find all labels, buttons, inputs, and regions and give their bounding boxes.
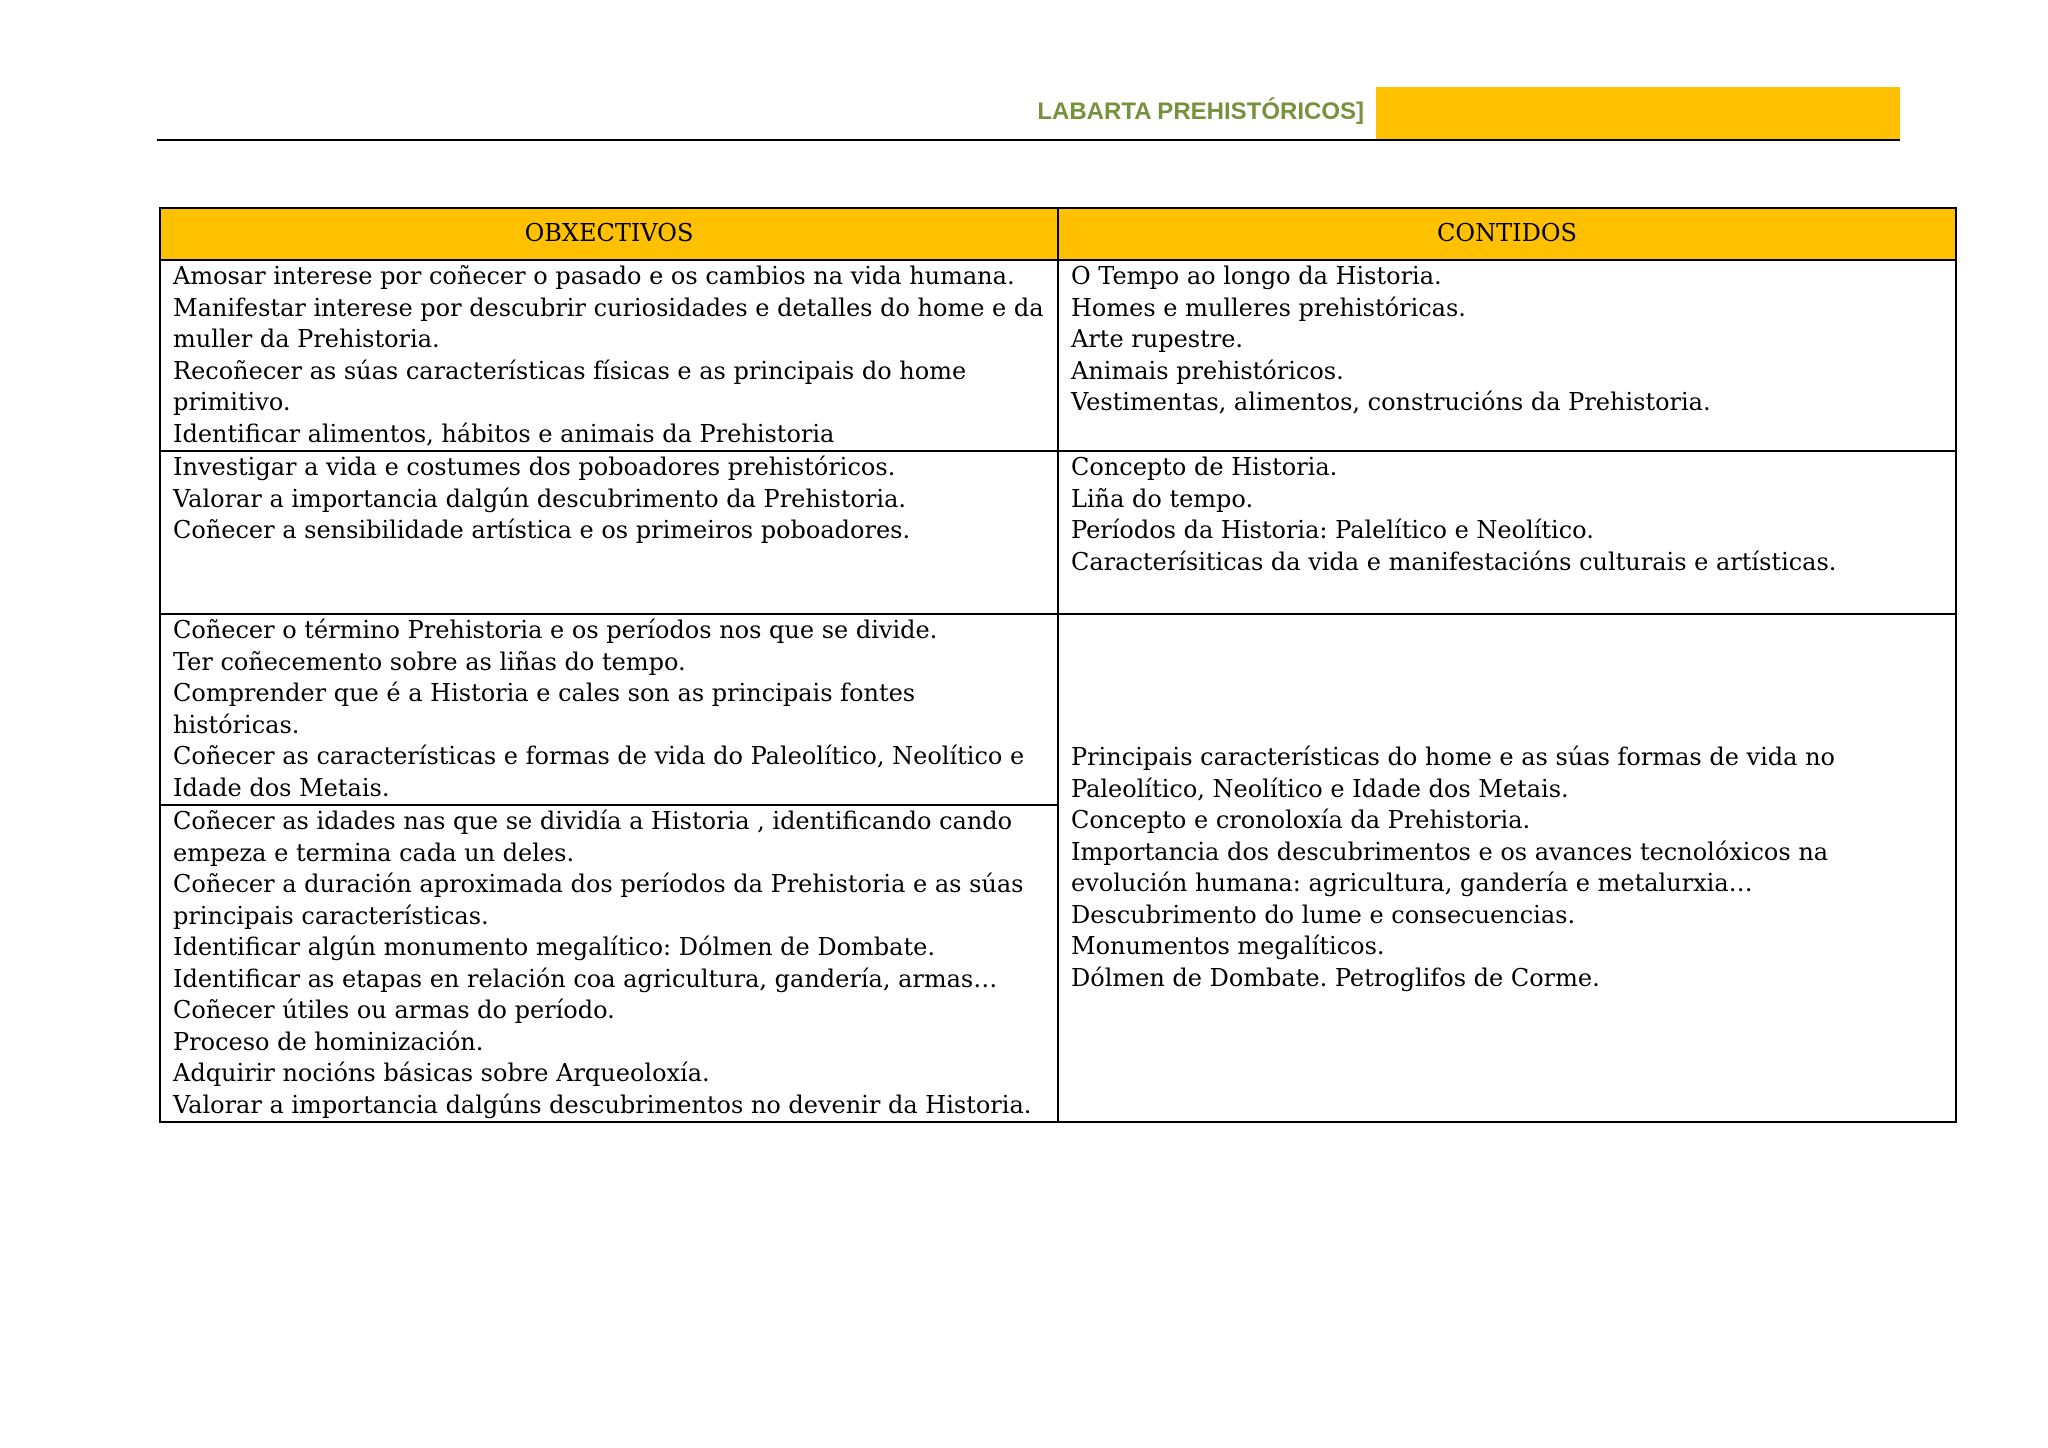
table-row [160, 451, 1956, 614]
contents-cell [1058, 451, 1956, 614]
objective-item: Coñecer o término Prehistoria e os períodos nos que se divide. [173, 616, 938, 644]
content-item: Liña do tempo. [1071, 484, 1254, 513]
contents-cell [1058, 260, 1956, 451]
objectives-cell [160, 805, 1058, 1122]
content-item: Arte rupestre. [1071, 325, 1244, 353]
objective-item: Identificar algún monumento megalítico: Dólmen de Dombate. [173, 933, 935, 961]
objective-item: Identificar as etapas en relación coa agricultura, gandería, armas… [173, 964, 998, 993]
content-item: Períodos da Historia: Palelítico e Neolítico. [1071, 516, 1594, 544]
objectives-cell [160, 614, 1058, 805]
objective-item: Valorar a importancia dalgúns descubrimentos no devenir da Historia. [173, 1090, 1032, 1119]
objective-item: Recoñecer as súas características físicas e as principais do home primitivo. [173, 356, 967, 416]
content-item: Principais características do home e as súas formas de vida no Paleolítico, Neolítico e Idade dos Metais. [1071, 743, 1835, 803]
table-header-row [160, 208, 1956, 260]
content-item: Homes e mulleres prehistóricas. [1071, 293, 1466, 322]
header-accent-bar [1376, 87, 1900, 139]
content-item: O Tempo ao longo da Historia. [1071, 262, 1442, 290]
column-header-objectives: OBXECTIVOS [160, 208, 1058, 260]
content-item: Caracterísiticas da vida e manifestacións culturais e artísticas. [1071, 547, 1837, 576]
objective-item: Coñecer a duración aproximada dos períodos da Prehistoria e as súas principais características. [173, 870, 1024, 930]
objectives-cell [160, 260, 1058, 451]
objective-item: Coñecer a sensibilidade artística e os primeiros poboadores. [173, 516, 911, 544]
content-item: Descubrimento do lume e consecuencias. [1071, 900, 1576, 929]
content-item: Concepto e cronoloxía da Prehistoria. [1071, 806, 1531, 834]
content-item: Animais prehistóricos. [1071, 356, 1344, 385]
contents-cell [1058, 614, 1956, 1122]
content-item: Concepto de Historia. [1071, 453, 1338, 481]
header-divider [157, 139, 1900, 141]
table-row [160, 614, 1956, 805]
table-row [160, 260, 1956, 451]
objective-item: Valorar a importancia dalgún descubrimento da Prehistoria. [173, 484, 907, 513]
objective-item: Comprender que é a Historia e cales son as principais fontes históricas. [173, 679, 916, 739]
content-item: Vestimentas, alimentos, construcións da Prehistoria. [1071, 388, 1711, 416]
objective-item: Coñecer as idades nas que se dividía a Historia , identificando cando empeza e termina cada un deles. [173, 807, 1013, 867]
column-header-contents: CONTIDOS [1058, 208, 1956, 260]
objective-item: Coñecer as características e formas de vida do Paleolítico, Neolítico e Idade dos Metais. [173, 742, 1025, 802]
objective-item: Investigar a vida e costumes dos poboadores prehistóricos. [173, 453, 896, 481]
objective-item: Proceso de hominización. [173, 1027, 484, 1056]
curriculum-table [159, 207, 1957, 1123]
objective-item: Amosar interese por coñecer o pasado e os cambios na vida humana. [173, 262, 1015, 290]
objectives-cell [160, 451, 1058, 614]
objective-item: Ter coñecemento sobre as liñas do tempo. [173, 647, 686, 676]
content-item: Dólmen de Dombate. Petroglifos de Corme. [1071, 963, 1600, 992]
objective-item: Manifestar interese por descubrir curiosidades e detalles do home e da muller da Prehistoria. [173, 293, 1044, 353]
content-item: Monumentos megalíticos. [1071, 932, 1385, 960]
content-item: Importancia dos descubrimentos e os avances tecnolóxicos na evolución humana: agricultura, gandería e metalurxia… [1071, 837, 1829, 897]
document-title: LABARTA PREHISTÓRICOS] [1037, 98, 1364, 125]
objective-item: Coñecer útiles ou armas do período. [173, 996, 615, 1024]
objective-item: Identificar alimentos, hábitos e animais da Prehistoria [173, 419, 835, 448]
objective-item: Adquirir nocións básicas sobre Arqueoloxía. [173, 1059, 710, 1087]
